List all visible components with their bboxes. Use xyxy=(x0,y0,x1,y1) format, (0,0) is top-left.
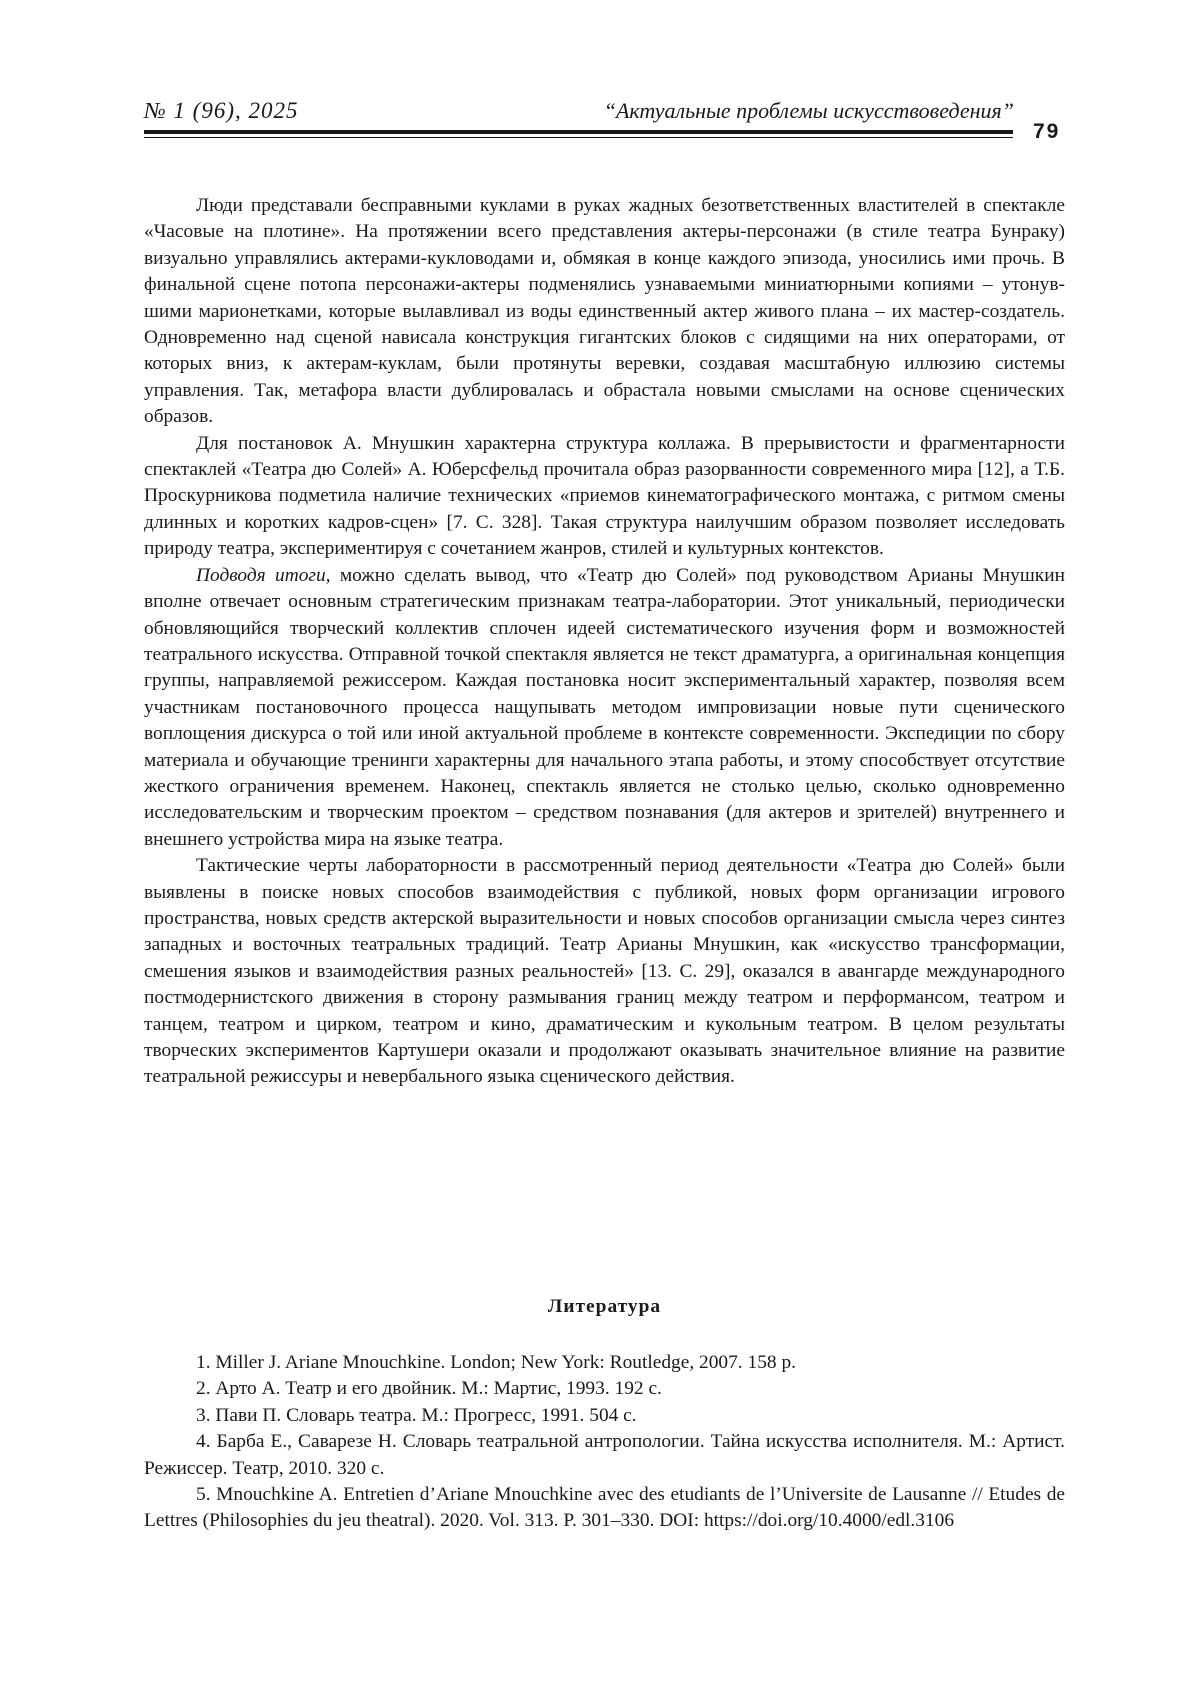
literature-heading: Литература xyxy=(144,1296,1065,1318)
page-number: 79 xyxy=(1033,120,1060,144)
paragraph-tactics: Тактические черты лабораторности в рассмотренный период деятельности «Театра дю Солей» были выявлены в поиске новых способов взаимодействия с публикой, новых форм организации игрового пространства, новых средств актерской выразительности и новых способов организации смысла через синтез западных и восточных театральных традиций. Театр Арианы Мнушкин, как «искусство трансформации, смешения языков и взаимодействия разных реальностей» [13. С. 29], оказался в авангарде международного постмодернистского движения в сторону размывания границ между театром и перфор­мансом, театром и танцем, театром и цирком, театром и кино, драматическим и кукольным театром. В целом результаты творческих экспериментов Картушери оказали и продолжают оказывать значительное влияние на развитие театральной режиссуры и невербального языка сценического действия. xyxy=(144,853,1065,1091)
reference-item: 1. Miller J. Ariane Mnouchkine. London; New York: Routledge, 2007. 158 p. xyxy=(144,1350,1065,1376)
reference-item: 2. Арто А. Театр и его двойник. М.: Мартис, 1993. 192 с. xyxy=(144,1376,1065,1402)
header-rule-thick xyxy=(144,130,1013,134)
issue-number: № 1 (96), 2025 xyxy=(144,98,299,124)
reference-item: 5. Mnouchkine A. Entretien d’Ariane Mnouchkine avec des etudiants de l’Universite de Lausanne // Etudes de Lettres (Philosophies du jeu theatral). 2020. Vol. 313. P. 301–330. DOI: https://doi.org/10.4000/edl.3106 xyxy=(144,1482,1065,1535)
reference-item: 3. Пави П. Словарь театра. М.: Прогресс, 1991. 504 с. xyxy=(144,1403,1065,1429)
header-rule-thin xyxy=(144,137,1013,138)
summary-italic-lead: Подводя итоги, xyxy=(196,565,331,586)
reference-list xyxy=(144,1350,1065,1535)
summary-text: можно сделать вывод, что «Театр дю Солей» под руководством Арианы Мнушкин вполне отвечает основным стратегическим признакам театра-лаборатории. Этот уникальный, периодически обновляющийся творческий коллектив сплочен идеей систематического изучения форм и возможностей театрального искусства. Отправной точкой спектакля является не текст драматурга, а оригинальная концепция группы, направляемой режиссером. Каждая постановка носит экспериментальный характер, позволяя всем участникам постановочного процесса нащупывать методом импровизации новые пути сценического воплощения дискурса о той или иной актуальной проблеме в контексте современности. Экспедиции по сбору материала и обучающие тренинги характерны для начального этапа работы, и этому способствует отсутствие жесткого ограничения временем. Наконец, спектакль является не столько целью, сколько одновременно исследовательским и творческим проектом – средством познавания (для актеров и зрителей) внутреннего и внешнего устройства мира на языке театра. xyxy=(144,565,1065,850)
paragraph-summary xyxy=(144,563,1065,853)
journal-title: “Актуальные проблемы искусствоведения” xyxy=(604,98,1014,124)
article-body xyxy=(144,193,1065,1091)
reference-item: 4. Барба Е., Саварезе Н. Словарь театральной антропологии. Тайна искусства исполнителя. М.: Артист. Режиссер. Театр, 2010. 320 с. xyxy=(144,1429,1065,1482)
paragraph-puppets: Люди представали бесправными куклами в руках жадных безответственных властителей в спектакле «Часовые на плотине». На протяжении всего представления актеры-персонажи (в стиле театра Бунраку) визуально управлялись актерами-кукло­водами и, обмякая в конце каждого эпизода, уносились ими прочь. В финальной сцене потопа персонажи-актеры подменялись узнаваемыми миниатюрными копиями – утонув­шими марионетками, которые вылавливал из воды единственный актер живого плана – их мастер-создатель. Одновременно над сценой нависала конструкция гигантских блоков с сидящими на них операторами, от которых вниз, к актерам-куклам, были протянуты веревки, создавая масштабную иллюзию системы управления. Так, метафора власти дублировалась и обрастала новыми смыслами на основе сценических образов. xyxy=(144,193,1065,431)
paragraph-collage: Для постановок А. Мнушкин характерна структура коллажа. В прерывистости и фрагментарности спектаклей «Театра дю Солей» А. Юберсфельд прочитала образ разорванности современного мира [12], а Т.Б. Проскурникова подметила наличие технических «приемов кинематографического монтажа, с ритмом смены длинных и коротких кадров-сцен» [7. С. 328]. Такая структура наилучшим образом позволяет исследовать природу театра, экспериментируя с сочетанием жанров, стилей и культурных контекстов. xyxy=(144,431,1065,563)
